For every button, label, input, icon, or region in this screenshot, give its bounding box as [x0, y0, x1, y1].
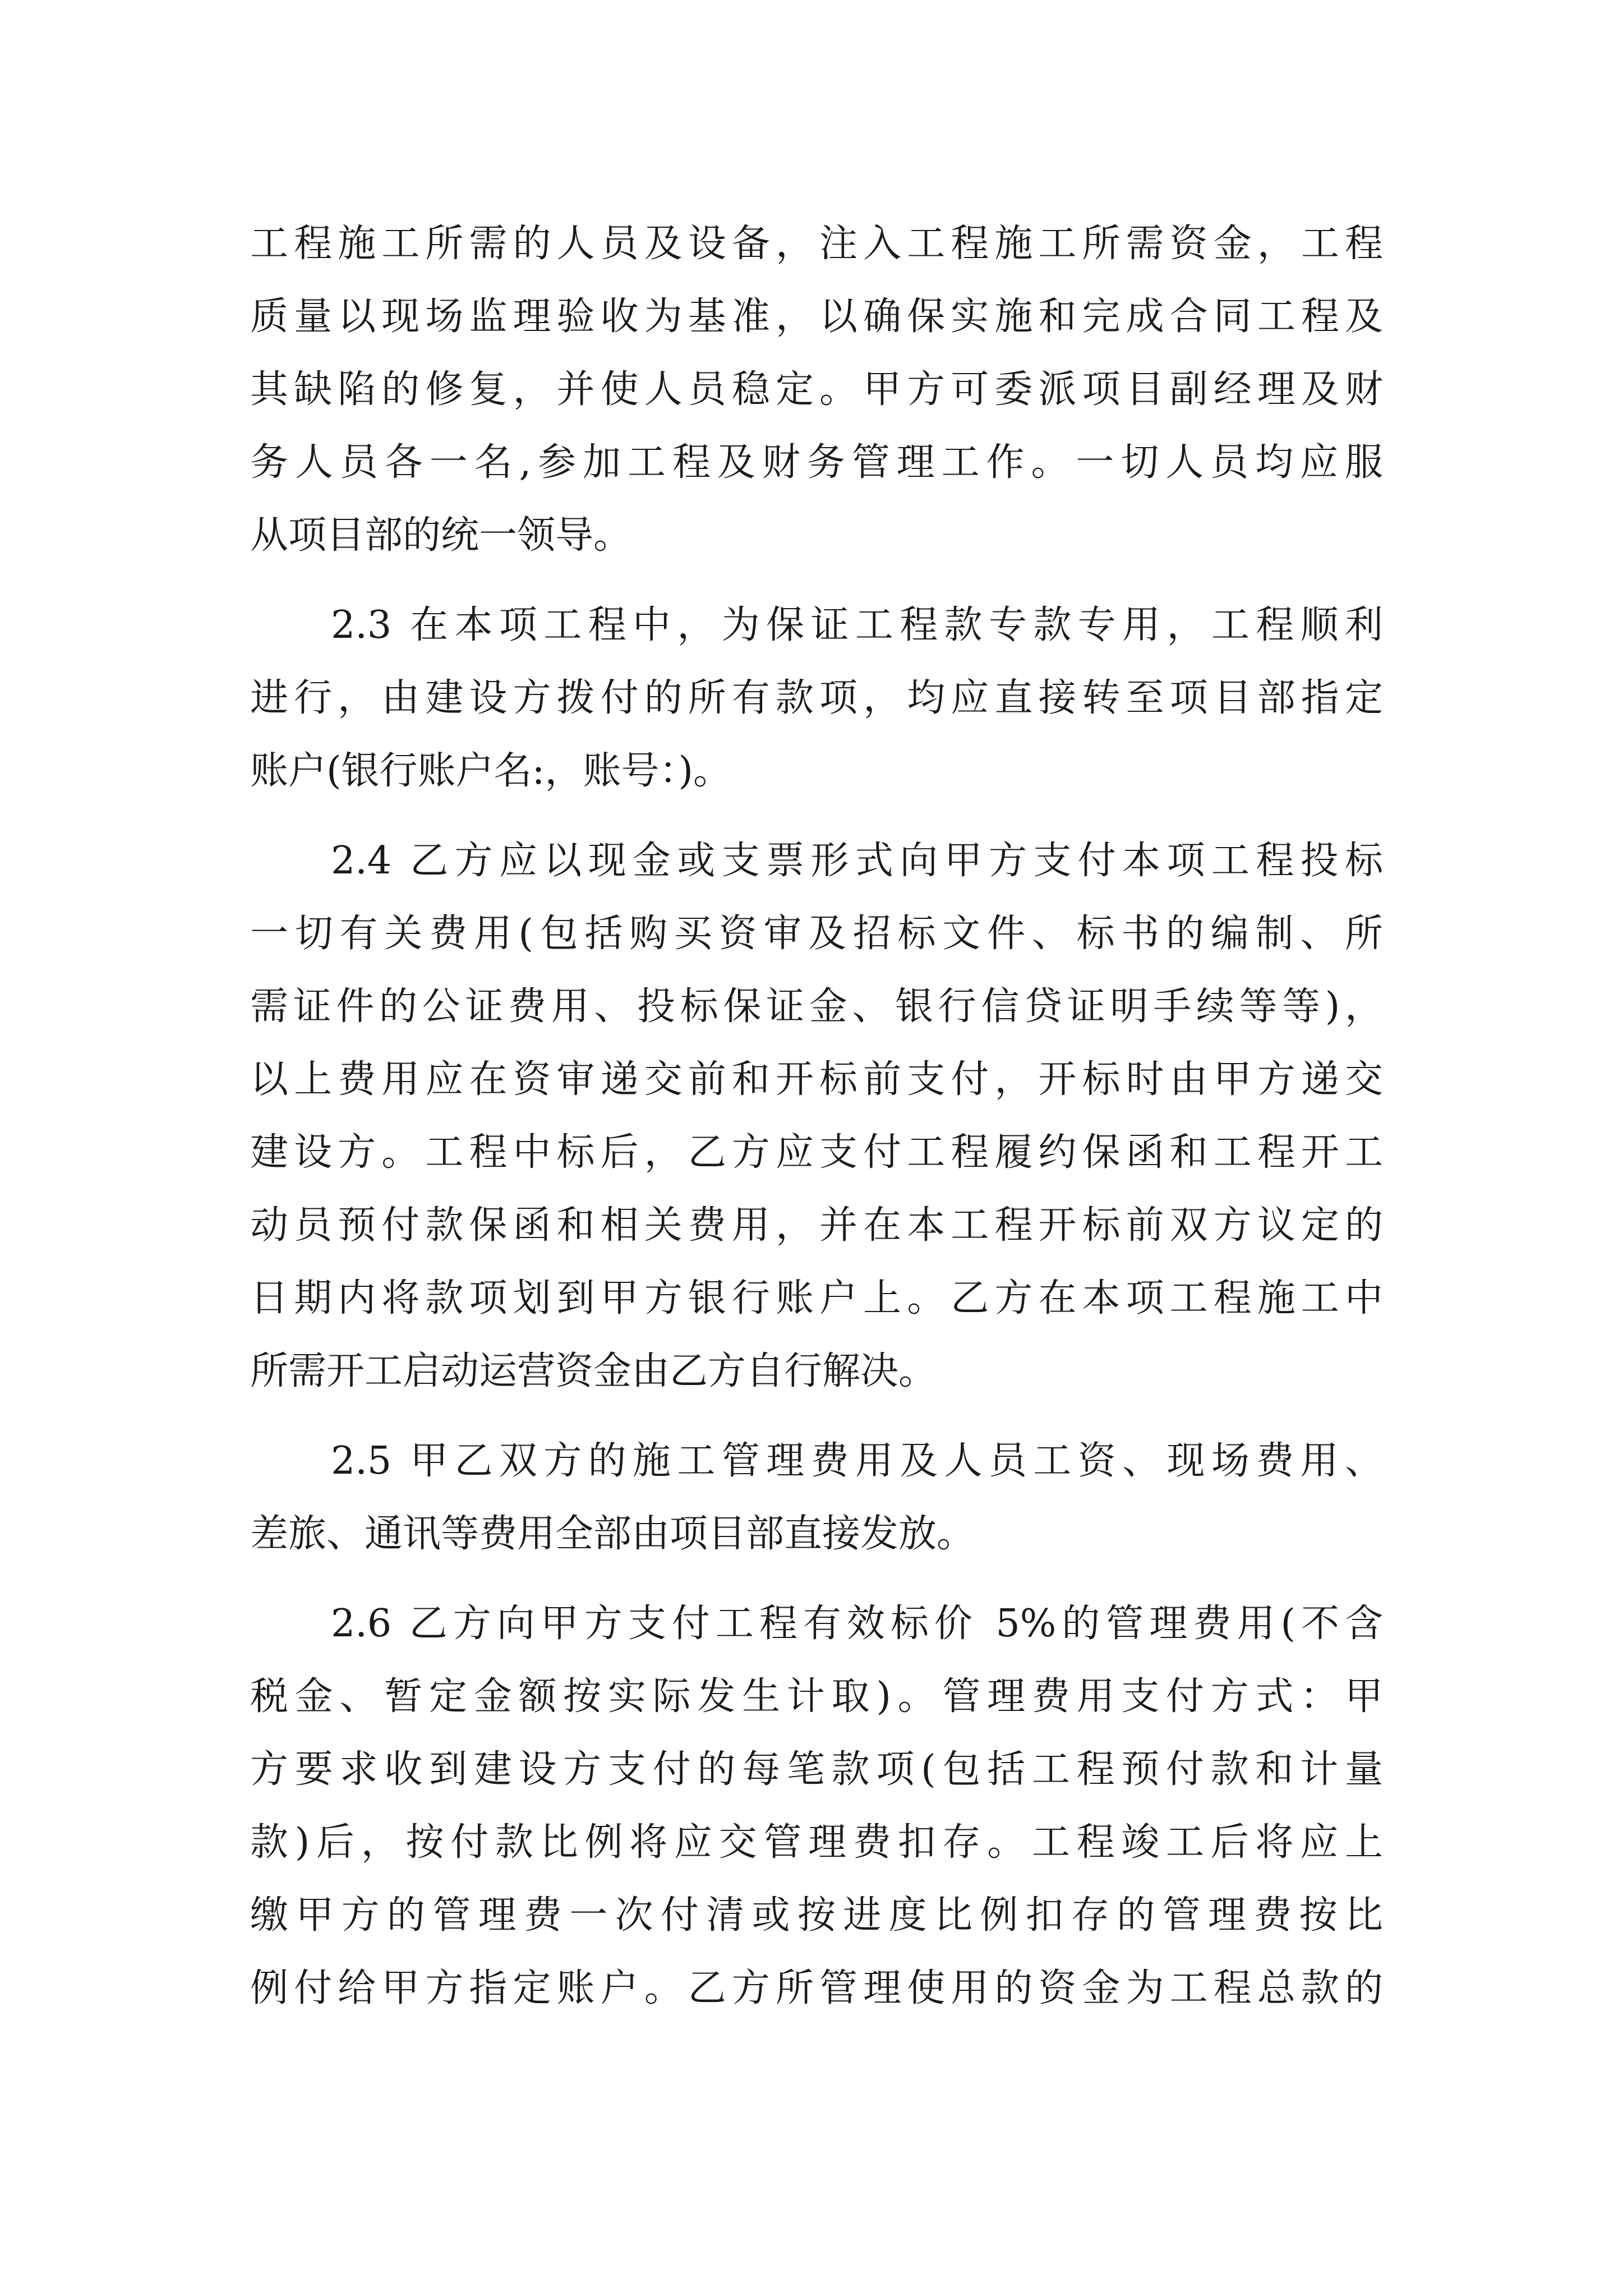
- text-line: 所需开工启动运营资金由乙方自行解决。: [250, 1349, 937, 1393]
- text-line: 质量以现场监理验收为基准，以确保实施和完成合同工程及: [250, 295, 1383, 339]
- paragraph-2-5-first-line: 2.5 甲乙双方的施工管理费用及人员工资、现场费用、: [331, 1439, 1383, 1483]
- paragraph-2-3-first-line: 2.3 在本项工程中，为保证工程款专款专用，工程顺利: [331, 603, 1383, 647]
- text-line: 例付给甲方指定账户。乙方所管理使用的资金为工程总款的: [250, 1966, 1383, 2010]
- text-line: 税金、暂定金额按实际发生计取)。管理费用支付方式：甲: [250, 1674, 1383, 1719]
- text-line: 款)后，按付款比例将应交管理费扣存。工程竣工后将应上: [250, 1820, 1383, 1865]
- paragraph-2-4-first-line: 2.4 乙方应以现金或支票形式向甲方支付本项工程投标: [331, 839, 1383, 883]
- text-line: 其缺陷的修复，并使人员稳定。甲方可委派项目副经理及财: [250, 367, 1383, 412]
- text-line: 差旅、通讯等费用全部由项目部直接发放。: [250, 1512, 975, 1556]
- text-line: 缴甲方的管理费一次付清或按进度比例扣存的管理费按比: [250, 1893, 1383, 1938]
- text-line: 方要求收到建设方支付的每笔款项(包括工程预付款和计量: [250, 1747, 1383, 1792]
- text-line: 日期内将款项划到甲方银行账户上。乙方在本项工程施工中: [250, 1276, 1383, 1320]
- paragraph-2-6-first-line: 2.6 乙方向甲方支付工程有效标价 5%的管理费用(不含: [331, 1602, 1383, 1646]
- text-line: 账户(银行账户名:，账号：)。: [250, 749, 731, 793]
- text-line: 一切有关费用(包括购买资审及招标文件、标书的编制、所: [250, 912, 1383, 956]
- text-line: 动员预付款保函和相关费用，并在本工程开标前双方议定的: [250, 1203, 1383, 1248]
- text-line: 务人员各一名,参加工程及财务管理工作。一切人员均应服: [250, 440, 1383, 485]
- text-line: 以上费用应在资审递交前和开标前支付，开标时由甲方递交: [250, 1057, 1383, 1102]
- text-line: 需证件的公证费用、投标保证金、银行信贷证明手续等等)，: [250, 984, 1383, 1029]
- text-line: 工程施工所需的人员及设备，注入工程施工所需资金，工程: [250, 222, 1383, 266]
- text-line: 从项目部的统一领导。: [250, 513, 632, 558]
- text-line: 进行，由建设方拨付的所有款项，均应直接转至项目部指定: [250, 676, 1383, 720]
- text-line: 建设方。工程中标后，乙方应支付工程履约保函和工程开工: [250, 1130, 1383, 1175]
